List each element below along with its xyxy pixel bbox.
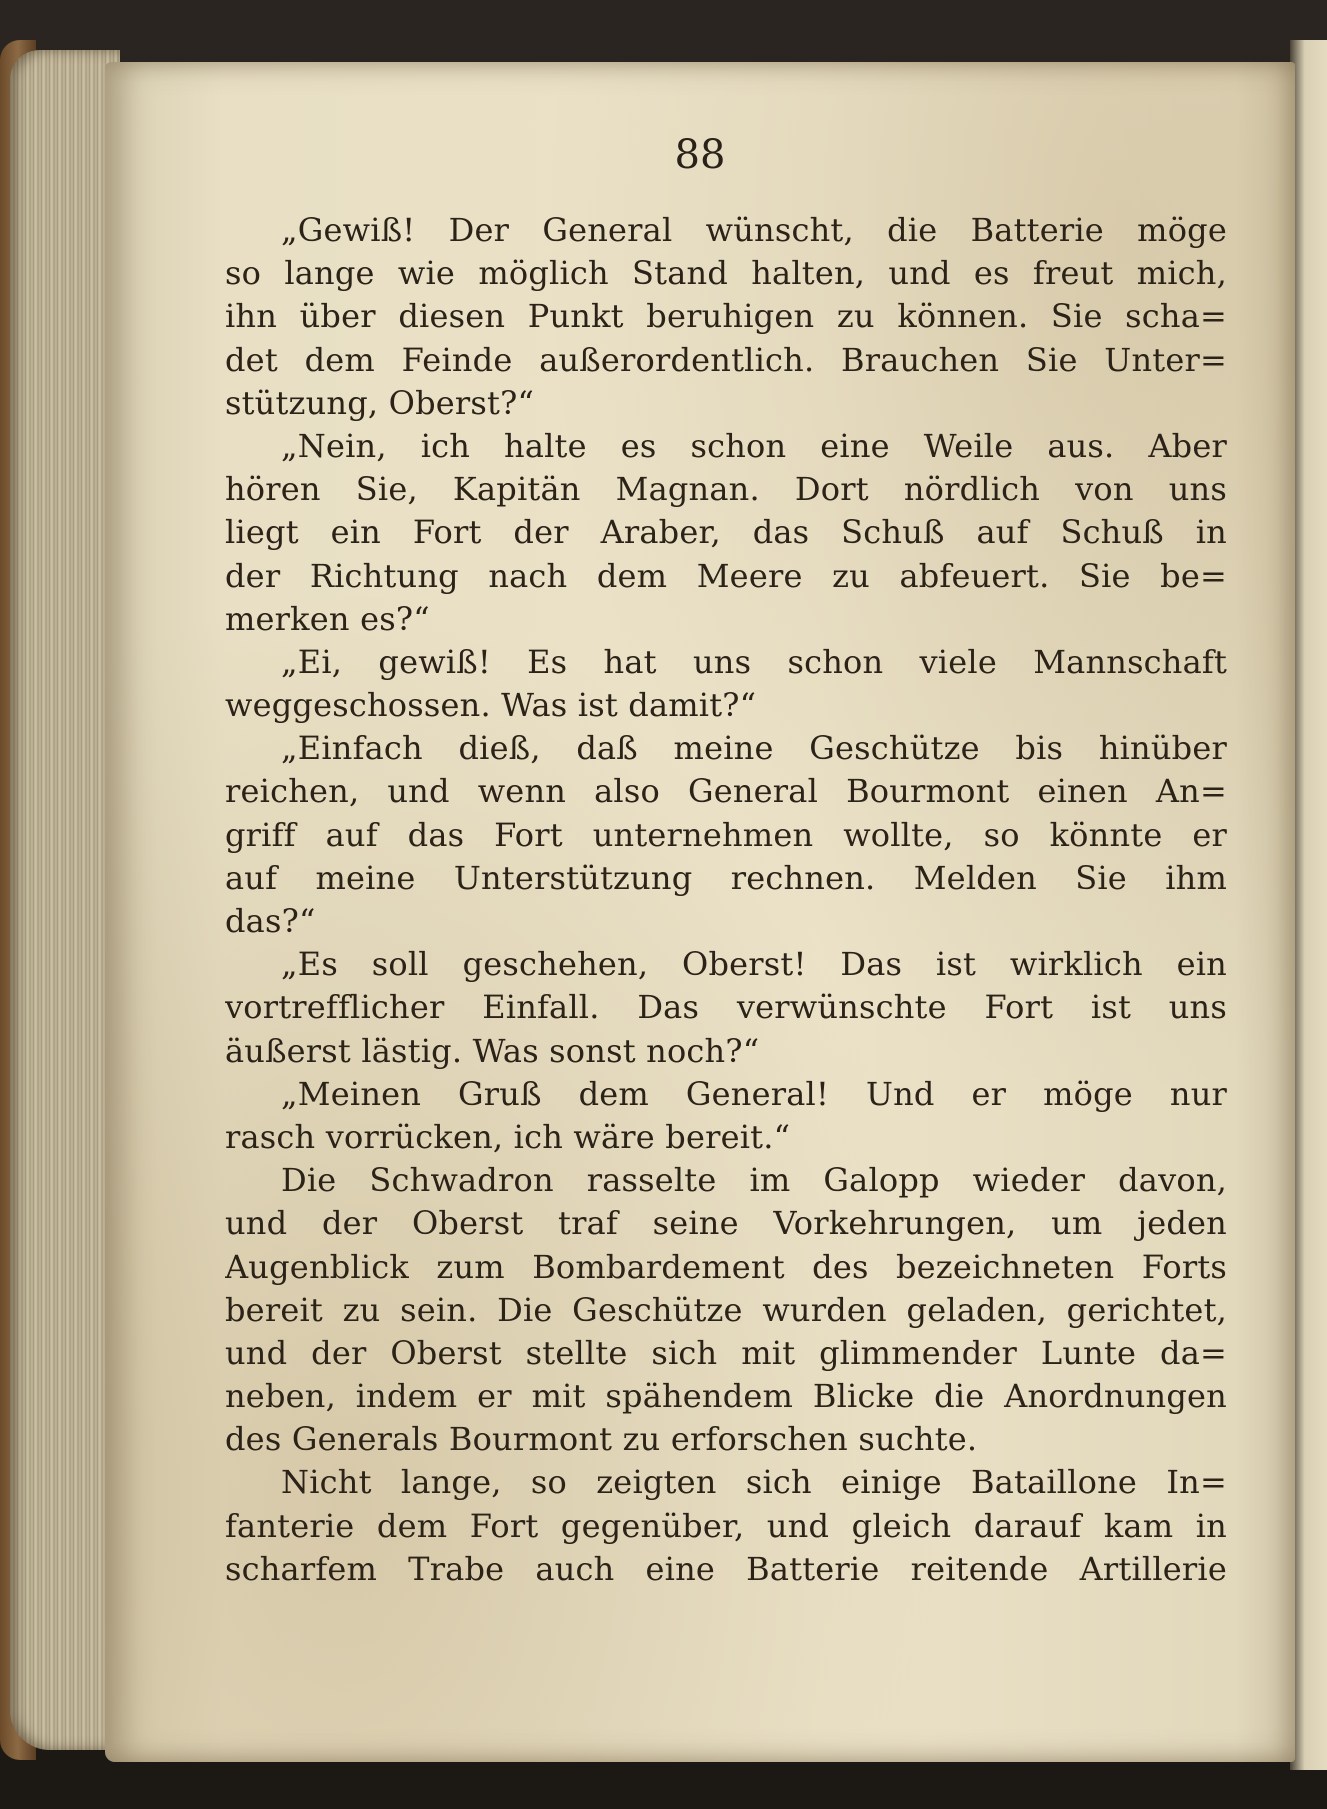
text-line: „Nein, ich halte es schon eine Weile aus. Aber	[281, 426, 1227, 465]
text-line: griff auf das Fort unternehmen wollte, so könnte er	[225, 815, 1227, 854]
page-edges	[10, 50, 120, 1750]
text-line: Die Schwadron rasselte im Galopp wieder davon,	[281, 1161, 1227, 1200]
text-line: neben, indem er mit spähendem Blicke die Anordnungen	[225, 1377, 1227, 1416]
text-line: det dem Feinde außerordentlich. Brauchen Sie Unter=	[225, 340, 1227, 379]
text-line: und der Oberst stellte sich mit glimmender Lunte da=	[225, 1333, 1227, 1372]
text-line: „Meinen Gruß dem General! Und er möge nur	[281, 1074, 1227, 1113]
text-line: „Einfach dieß, daß meine Geschütze bis hinüber	[281, 729, 1227, 768]
text-line: weggeschossen. Was ist damit?“	[225, 686, 757, 725]
facing-page-edge	[1290, 40, 1327, 1770]
text-line: merken es?“	[225, 599, 430, 638]
text-line: „Ei, gewiß! Es hat uns schon viele Mannschaft	[281, 642, 1227, 681]
text-line: reichen, und wenn also General Bourmont einen An=	[225, 772, 1227, 811]
text-line: vortrefflicher Einfall. Das verwünschte Fort ist uns	[225, 988, 1227, 1027]
text-line: bereit zu sein. Die Geschütze wurden geladen, gerichtet,	[225, 1290, 1227, 1329]
text-line: hören Sie, Kapitän Magnan. Dort nördlich von uns	[225, 470, 1227, 509]
text-line: so lange wie möglich Stand halten, und es freut mich,	[225, 254, 1227, 293]
text-line: „Es soll geschehen, Oberst! Das ist wirklich ein	[281, 945, 1227, 984]
text-line: des Generals Bourmont zu erforschen suchte.	[225, 1420, 978, 1459]
text-line: liegt ein Fort der Araber, das Schuß auf Schuß in	[225, 513, 1227, 552]
text-line: rasch vorrücken, ich wäre bereit.“	[225, 1117, 791, 1156]
text-line: das?“	[225, 902, 316, 940]
body-text	[225, 209, 1227, 1591]
text-line: Augenblick zum Bombardement des bezeichneten Forts	[225, 1247, 1227, 1286]
text-line: Nicht lange, so zeigten sich einige Bataillone In=	[281, 1463, 1227, 1502]
text-line: und der Oberst traf seine Vorkehrungen, um jeden	[225, 1204, 1227, 1243]
text-line: ihn über diesen Punkt beruhigen zu können. Sie scha=	[225, 297, 1227, 336]
text-line: der Richtung nach dem Meere zu abfeuert. Sie be=	[225, 556, 1227, 595]
text-line: fanterie dem Fort gegenüber, und gleich darauf kam in	[225, 1506, 1227, 1545]
text-line: „Gewiß! Der General wünscht, die Batterie möge	[281, 211, 1227, 249]
text-line: auf meine Unterstützung rechnen. Melden Sie ihm	[225, 858, 1227, 897]
text-line: äußerst lästig. Was sonst noch?“	[225, 1031, 760, 1070]
book-page	[105, 62, 1295, 1762]
page-number: 88	[674, 132, 726, 178]
text-line: scharfem Trabe auch eine Batterie reitende Artillerie	[225, 1549, 1227, 1588]
text-line: stützung, Oberst?“	[225, 383, 535, 422]
